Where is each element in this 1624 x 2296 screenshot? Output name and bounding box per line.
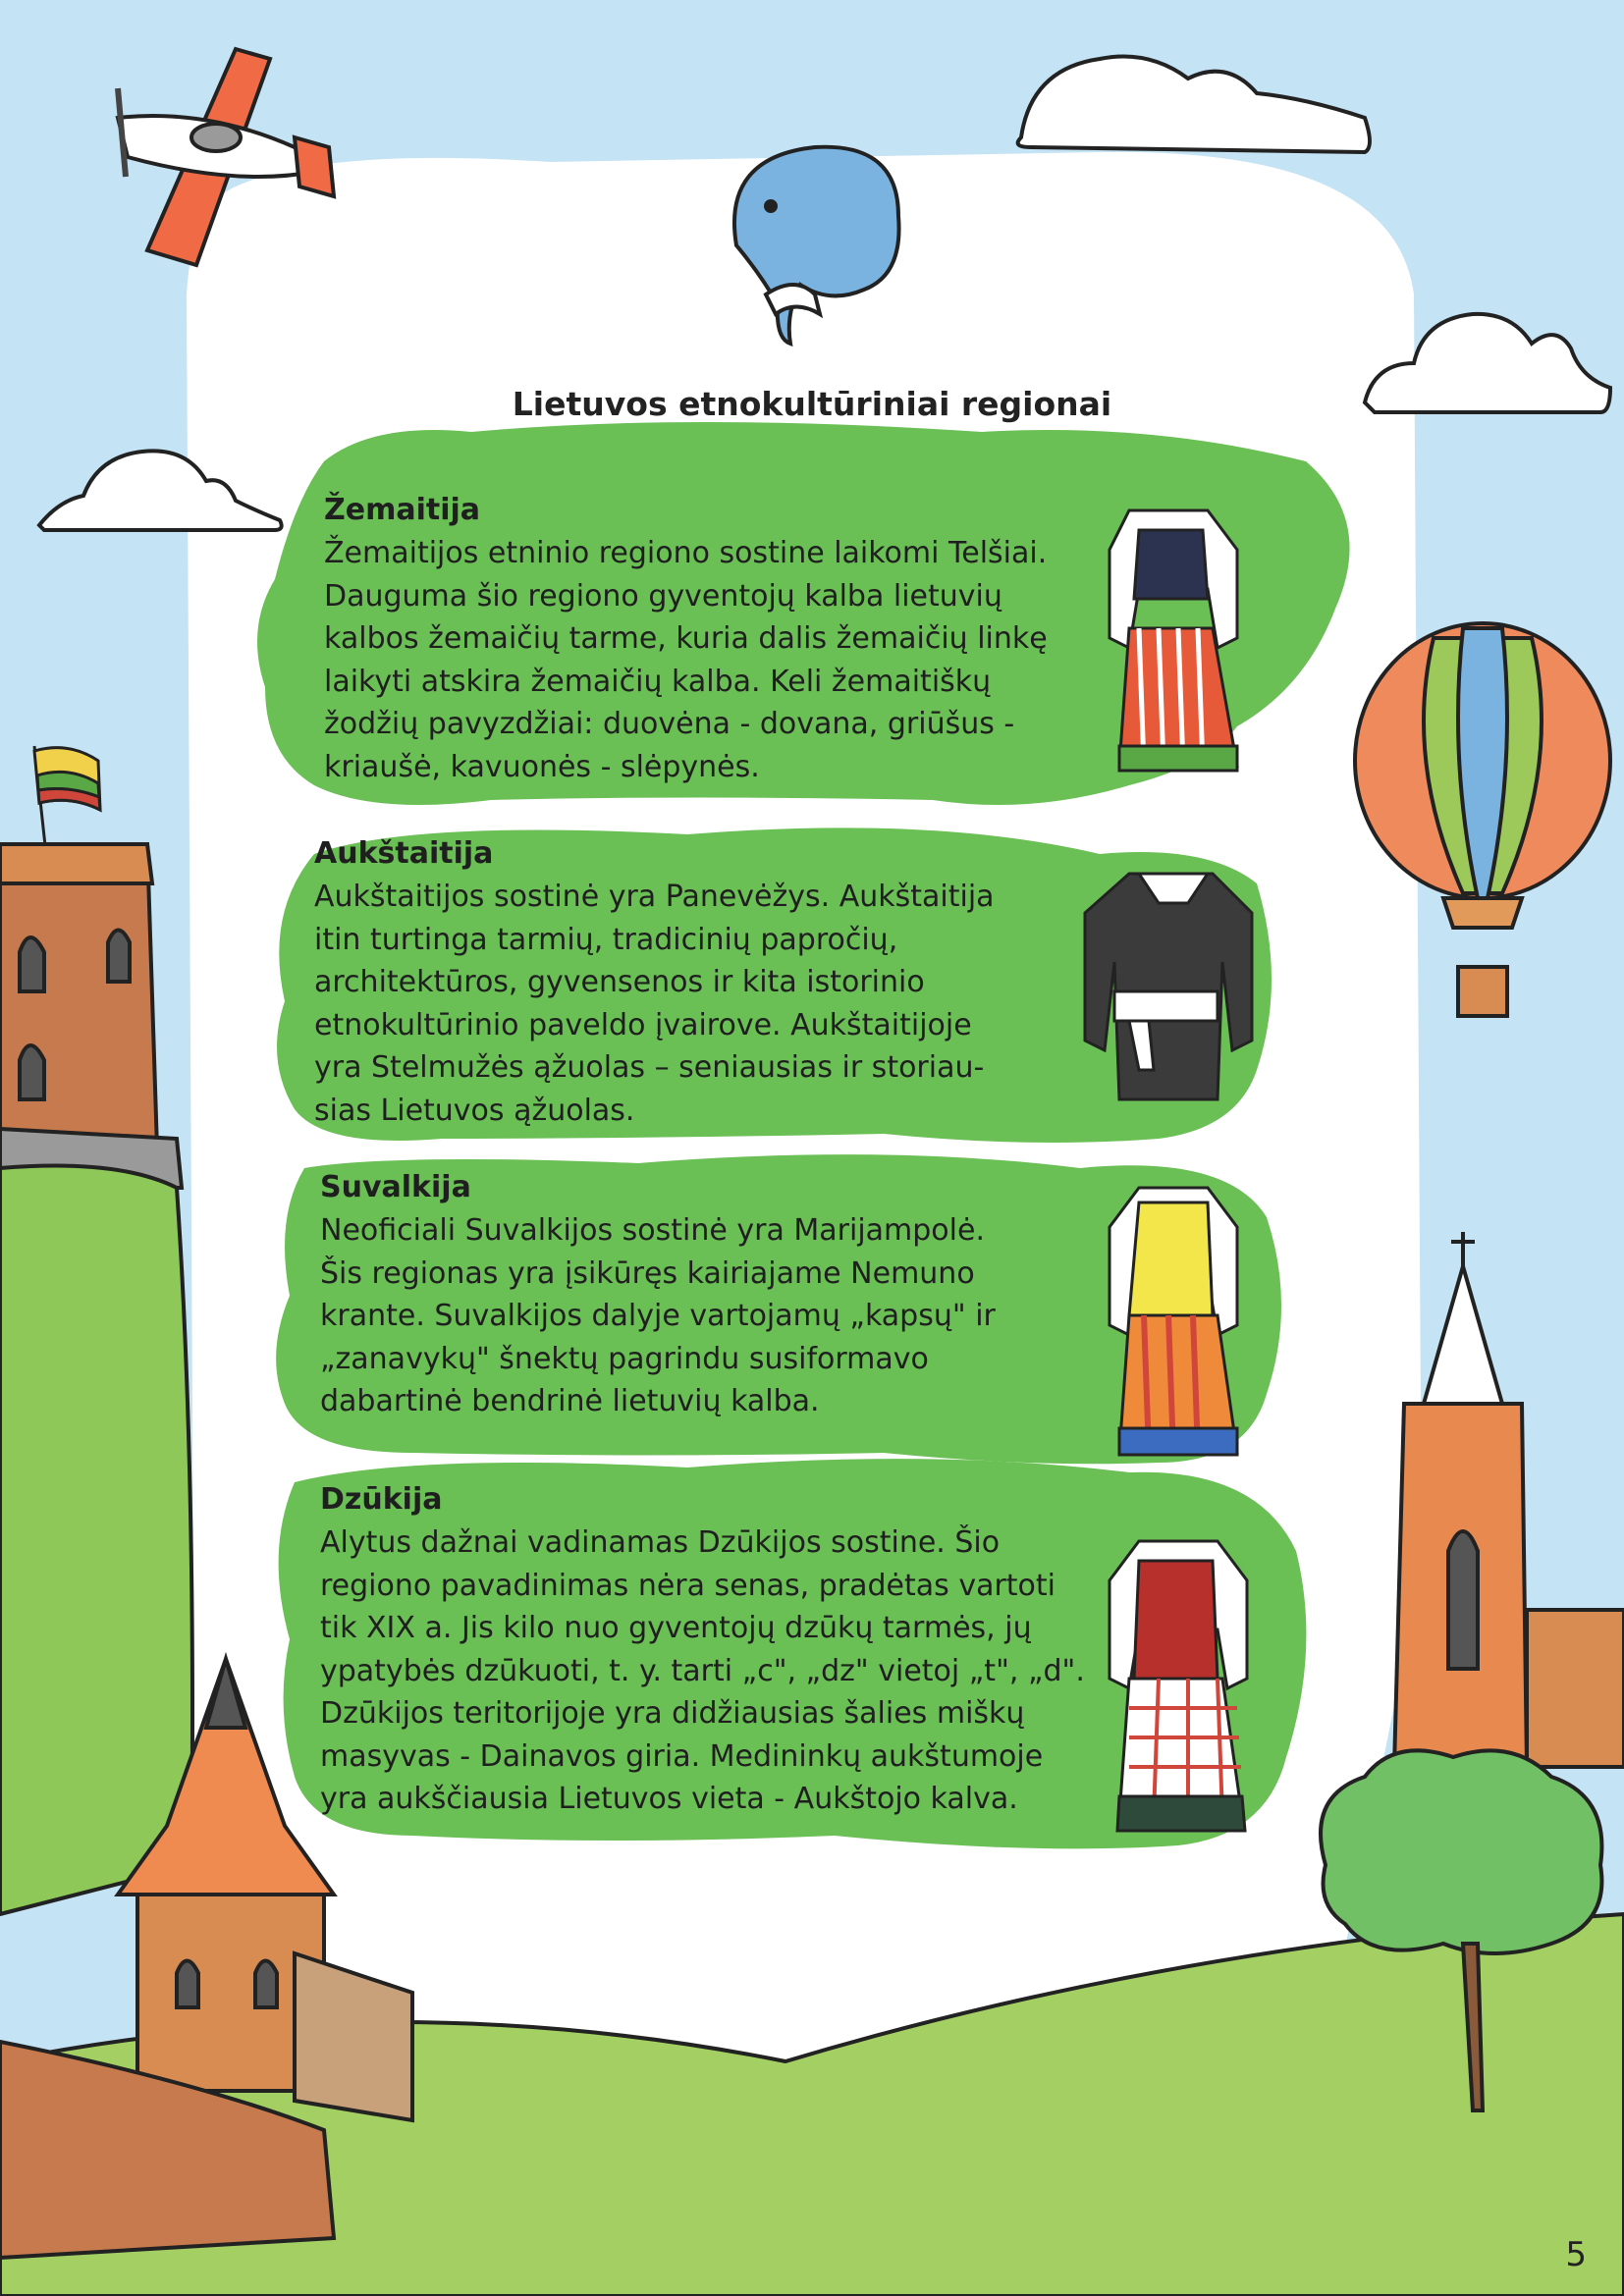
castle-tower-icon bbox=[0, 844, 182, 1188]
region-aukstaitija bbox=[314, 834, 1021, 1132]
folk-costume-icon bbox=[1110, 1541, 1247, 1831]
region-suvalkija bbox=[320, 1168, 1047, 1423]
cloud-icon bbox=[1018, 57, 1370, 153]
region-text: Aukštaitijos sostinė yra Panevėžys. Aukštaitija itin turtinga tarmių, tradicinių papročių, architektūros, gyvensenos ir kita istorinio etnokultūrinio paveldo įvairove. Aukštaitijoje yra Stelmužės ąžuolas – seniausias ir storiau- sias Lietuvos ąžuolas. bbox=[314, 880, 995, 1128]
region-heading: Žemaitija bbox=[324, 493, 481, 527]
region-heading: Suvalkija bbox=[320, 1170, 471, 1204]
region-heading: Aukštaitija bbox=[314, 836, 494, 871]
region-heading: Dzūkija bbox=[320, 1482, 443, 1517]
folk-costume-icon bbox=[1110, 510, 1237, 771]
region-text: Žemaitijos etninio regiono sostine laikomi Telšiai. Dauguma šio regiono gyventojų kalba lietuvių kalbos žemaičių tarme, kuria dalis žemaičių linkę laikyti atskira žemaičių kalba. Keli žemaitiškų žodžių pavyzdžiai: duovėna - dovana, griūšus - kriaušė, kavuonės - slėpynės. bbox=[324, 536, 1048, 784]
green-hill bbox=[0, 1166, 192, 1915]
folk-costume-icon bbox=[1110, 1188, 1237, 1455]
region-text: Neoficiali Suvalkijos sostinė yra Marijampolė. Šis regionas yra įsikūręs kairiajame Nemuno krante. Suvalkijos dalyje vartojamų „kapsų" ir „zanavykų" šnektų pagrindu susiformavo dabartinė bendrinė lietuvių kalba. bbox=[320, 1213, 996, 1418]
church-icon bbox=[1394, 1232, 1624, 1767]
region-dzukija bbox=[320, 1480, 1086, 1821]
page-number: 5 bbox=[1565, 2235, 1587, 2274]
region-text: Alytus dažnai vadinamas Dzūkijos sostine. Šio regiono pavadinimas nėra senas, pradėtas vartoti tik XIX a. Jis kilo nuo gyventojų dzūkų tarmės, jų ypatybės dzūkuoti, t. y. tarti „c", „dz" vietoj „t", „d". Dzūkijos teritorijoje yra didžiausias šalies miškų masyvas - Dainavos giria. Medininkų aukštumoje yra aukščiausia Lietuvos vieta - Aukštojo kalva. bbox=[320, 1525, 1085, 1816]
page-title: Lietuvos etnokultūriniai regionai bbox=[512, 385, 1112, 423]
region-zemaitija bbox=[324, 491, 1070, 788]
